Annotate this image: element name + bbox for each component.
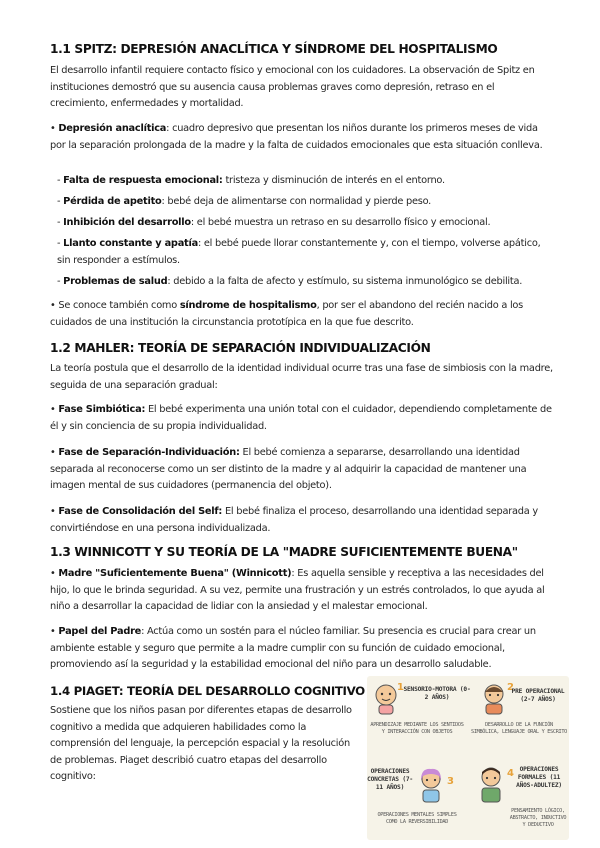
child-icon [479,682,509,716]
paragraph-spitz-intro: El desarrollo infantil requiere contacto físico y emocional con los cuidadores. La observación de Spitz en instituciones demostró que su ausencia causa problemas graves como depresión, retraso en el crecimiento, enfermedades y mortalidad. [50,65,535,109]
symptom-item: - Falta de respuesta emocional: tristeza y disminución de interés en el entorno. [57,175,445,186]
stage-title: SENSORIO-MOTORA (0-2 AÑOS) [403,686,471,701]
stage-number: 4 [507,768,514,779]
symptom-item: - Pérdida de apetito: bebé deja de alimentarse con normalidad y pierde peso. [57,196,432,207]
winnicott-item: • Madre "Suficientemente Buena" (Winnicott): Es aquella sensible y receptiva a las necesidades del hijo, lo que le brinda seguridad. A su vez, permite una frustración y un estrés controlados, lo que ayuda al niño a desarrollar la capacidad de lidiar con la ansiedad y el malestar emocional. [50,568,545,612]
symptom-term: Falta de respuesta emocional: [63,175,223,186]
phase-item: • Fase de Separación-Individuación: El bebé comienza a separarse, desarrollando una identidad separada al reconocerse como un ser distinto de la madre y al adquirir la capacidad de mantener una imagen mental de sus cuidadores (permanencia del objeto). [50,447,527,491]
symptom-term: Pérdida de apetito [63,196,162,207]
stage-description: OPERACIONES MENTALES SIMPLES COMO LA REVERSIBILIDAD [377,812,457,825]
symptom-term: Problemas de salud [63,276,168,287]
section-title-piaget: 1.4 PIAGET: TEORÍA DEL DESARROLLO COGNITIVO [50,684,365,698]
stage-description: APRENDIZAJE MEDIANTE LOS SENTIDOS Y INTERACCIÓN CON OBJETOS [370,722,464,735]
stage-description: PENSAMIENTO LÓGICO, ABSTRACTO, INDUCTIVO Y DEDUCTIVO [509,808,567,828]
stage-title: OPERACIONES FORMALES (11 AÑOS-ADULTEZ) [516,766,562,789]
stage-concrete-desc [371,812,463,826]
stage-concrete [367,768,413,792]
stage-sensorimotor [403,686,471,702]
stage-formal [511,766,567,790]
stage-number: 1 [397,682,404,693]
symptom-item: - Llanto constante y apatía: el bebé puede llorar constantemente y, con el tiempo, volverse apático, sin responder a estímulos. [57,238,541,266]
piaget-stages-illustration [367,676,569,840]
phase-text: El bebé finaliza el proceso, desarrollando una identidad separada y convirtiéndose en una persona individualizada. [50,506,538,534]
stage-title: PRE OPERACIONAL (2-7 AÑOS) [511,688,565,703]
phase-item: • Fase Simbiótica: El bebé experimenta una unión total con el cuidador, dependiendo completamente de él y sin conciencia de su propia individualidad. [50,404,552,432]
stage-preoperational-desc [471,722,567,736]
term-hospitalism: síndrome de hospitalismo [179,300,317,311]
symptom-item: - Problemas de salud: debido a la falta de afecto y estímulo, su sistema inmunológico se debilita. [57,276,523,287]
symptom-term: Inhibición del desarrollo [63,217,191,228]
definition-anaclitic-depression: : cuadro depresivo que presentan los niños durante los primeros meses de vida por la separación prolongada de la madre y la falta de cuidados emocionales que esta situación conlleva. [50,123,543,151]
stage-preoperational [507,688,569,704]
stage-title: OPERACIONES CONCRETAS (7-11 AÑOS) [367,768,413,791]
paragraph-hospitalism: • Se conoce también como síndrome de hospitalismo, por ser el abandono del recién nacido a los cuidados de una institución la circunstancia prototípica en la que fue descrito. [50,300,524,328]
stage-sensorimotor-desc [369,722,465,736]
symptom-term: Llanto constante y apatía [63,238,198,249]
symptom-text: : el bebé puede llorar constantemente y, con el tiempo, volverse apático, sin responder a estímulos. [57,238,541,266]
phase-term: Fase de Consolidación del Self: [58,506,223,517]
symptom-text: tristeza y disminución de interés en el entorno. [222,175,445,186]
phase-item: • Fase de Consolidación del Self: El bebé finaliza el proceso, desarrollando una identidad separada y convirtiéndose en una persona individualizada. [50,506,538,534]
adolescent-icon [475,764,507,804]
symptom-text: : bebé deja de alimentarse con normalidad y pierde peso. [161,196,432,207]
paragraph-piaget-intro: Sostiene que los niños pasan por diferentes etapas de desarrollo cognitivo a medida que adquieren habilidades como la comprensión del lenguaje, la percepción espacial y la resolución de problemas. Piaget describió cuatro etapas del desarrollo cognitivo: [50,705,352,782]
stage-formal-desc [509,808,567,829]
section-title-spitz: 1.1 SPITZ: DEPRESIÓN ANACLÍTICA Y SÍNDROME DEL HOSPITALISMO [50,42,498,56]
winnicott-text: : Actúa como un sostén para el núcleo familiar. Su presencia es crucial para crear un ambiente estable y seguro que permite a la madre cumplir con su función de cuidado emocional, promoviendo así la seguridad y la estabilidad emocional del niño para un desarrollo saludable. [50,626,536,670]
winnicott-term: Madre "Suficientemente Buena" (Winnicott) [58,568,292,579]
section-title-mahler: 1.2 MAHLER: TEORÍA DE SEPARACIÓN INDIVIDUALIZACIÓN [50,341,431,355]
phase-text: El bebé experimenta una unión total con el cuidador, dependiendo completamente de él y sin conciencia de su propia individualidad. [50,404,552,432]
hospitalism-intro: Se conoce también como [58,300,180,311]
symptom-text: : el bebé muestra un retraso en su desarrollo físico y emocional. [190,217,491,228]
symptom-item: - Inhibición del desarrollo: el bebé muestra un retraso en su desarrollo físico y emocional. [57,217,491,228]
stage-number: 2 [507,682,514,693]
phase-term: Fase Simbiótica: [58,404,146,415]
hospitalism-text: , por ser el abandono del recién nacido a los cuidados de una institución la circunstancia prototípica en la que fue descrito. [50,300,524,328]
winnicott-term: Papel del Padre [58,626,142,637]
stage-number: 3 [447,776,454,787]
term-anaclitic-depression: Depresión anaclítica [58,123,167,134]
winnicott-text: : Es aquella sensible y receptiva a las necesidades del hijo, lo que le brinda seguridad. A su vez, permite una frustración y un estrés controlados, lo que ayuda al niño a desarrollar la capacidad de lidiar con la ansiedad y el malestar emocional. [50,568,545,612]
girl-icon [415,766,447,804]
paragraph-anaclitic-depression: • Depresión anaclítica: cuadro depresivo que presentan los niños durante los primeros meses de vida por la separación prolongada de la madre y la falta de cuidados emocionales que esta situación conlleva. [50,123,543,151]
symptom-text: : debido a la falta de afecto y estímulo, su sistema inmunológico se debilita. [167,276,523,287]
winnicott-item: • Papel del Padre: Actúa como un sostén para el núcleo familiar. Su presencia es crucial para crear un ambiente estable y seguro que permite a la madre cumplir con su función de cuidado emocional, promoviendo así la seguridad y la estabilidad emocional del niño para un desarrollo saludable. [50,626,536,670]
paragraph-mahler-intro: La teoría postula que el desarrollo de la identidad individual ocurre tras una fase de simbiosis con la madre, seguida de una separación gradual: [50,363,553,391]
phase-term: Fase de Separación-Individuación: [58,447,240,458]
phase-text: El bebé comienza a separarse, desarrollando una identidad separada al reconocerse como un ser distinto de la madre y al adquirir la capacidad de mantener una imagen mental de sus cuidadores (permanencia del objeto). [50,447,527,491]
section-title-winnicott: 1.3 WINNICOTT Y SU TEORÍA DE LA "MADRE SUFICIENTEMENTE BUENA" [50,545,518,559]
stage-description: DESARROLLO DE LA FUNCIÓN SIMBÓLICA, LENGUAJE ORAL Y ESCRITO [471,722,567,735]
